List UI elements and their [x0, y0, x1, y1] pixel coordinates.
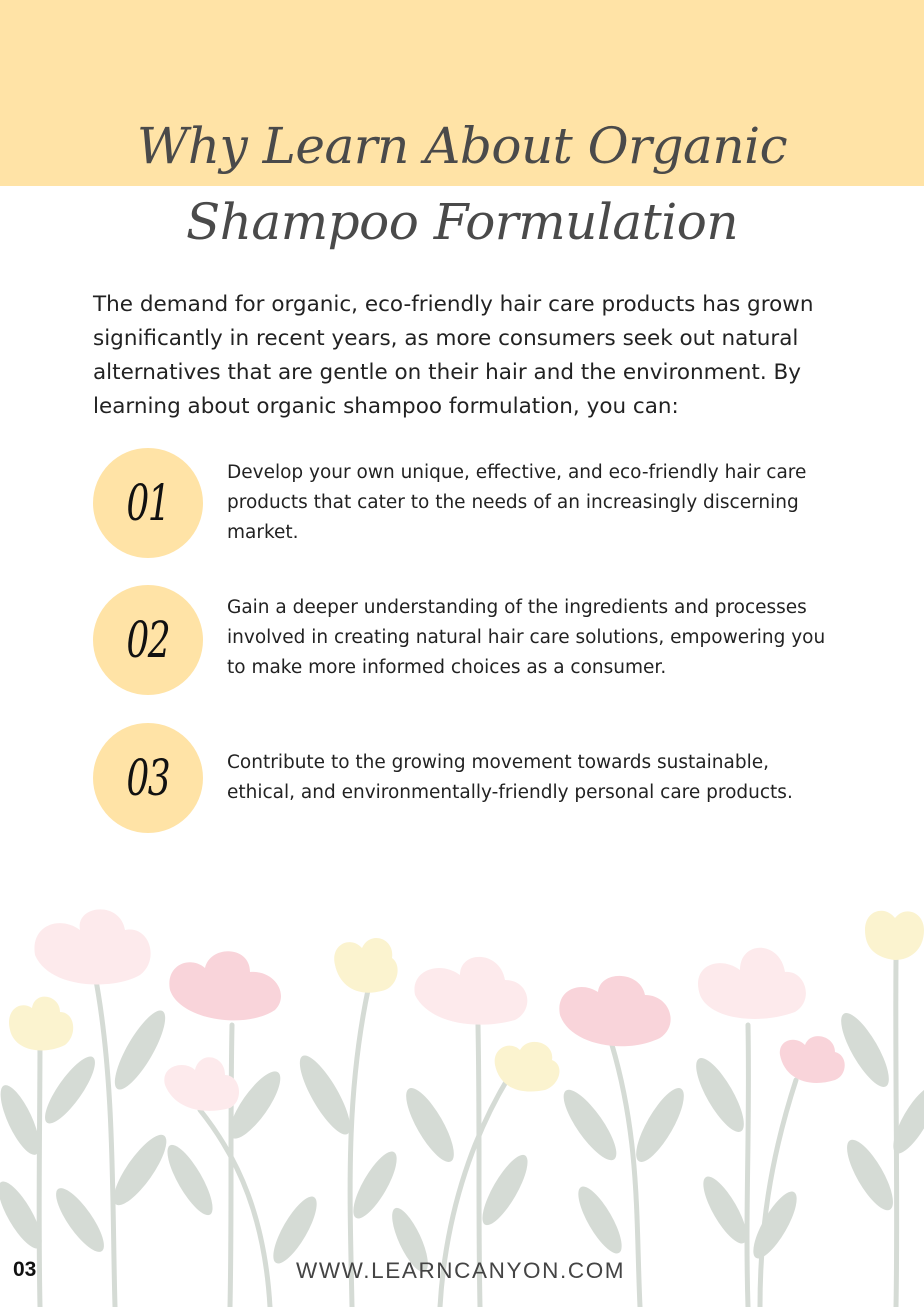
flower-border-illustration [0, 880, 924, 1307]
flowers [9, 909, 924, 1111]
number-badge [93, 723, 203, 833]
intro-paragraph: The demand for organic, eco-friendly hair care products has grown significantly in recent years, as more consumers seek out natural alternatives that are gentle on their hair and the environment. By learning about organic shampoo formulation, you can: [93, 292, 814, 419]
list-item [93, 585, 833, 695]
website-url: WWW.LEARNCANYON.COM [296, 1258, 626, 1283]
point-text: Develop your own unique, effective, and eco-friendly hair care products that cater to the needs of an increasingly discerning market. [227, 462, 807, 543]
list-item [93, 448, 833, 558]
point-text: Contribute to the growing movement towards sustainable, ethical, and environmentally-friendly personal care products. [227, 752, 793, 803]
point-number: 01 [126, 474, 170, 532]
point-text: Gain a deeper understanding of the ingredients and processes involved in creating natural hair care solutions, empowering you to make more informed choices as a consumer. [227, 597, 826, 678]
point-number: 03 [126, 749, 170, 807]
point-number: 02 [126, 611, 170, 669]
number-badge [93, 585, 203, 695]
page-title: Why Learn About Organic Shampoo Formulation [136, 117, 788, 251]
flower [34, 909, 805, 1111]
list-item [93, 723, 833, 833]
number-badge [93, 448, 203, 558]
page-number: 03 [13, 1258, 37, 1281]
